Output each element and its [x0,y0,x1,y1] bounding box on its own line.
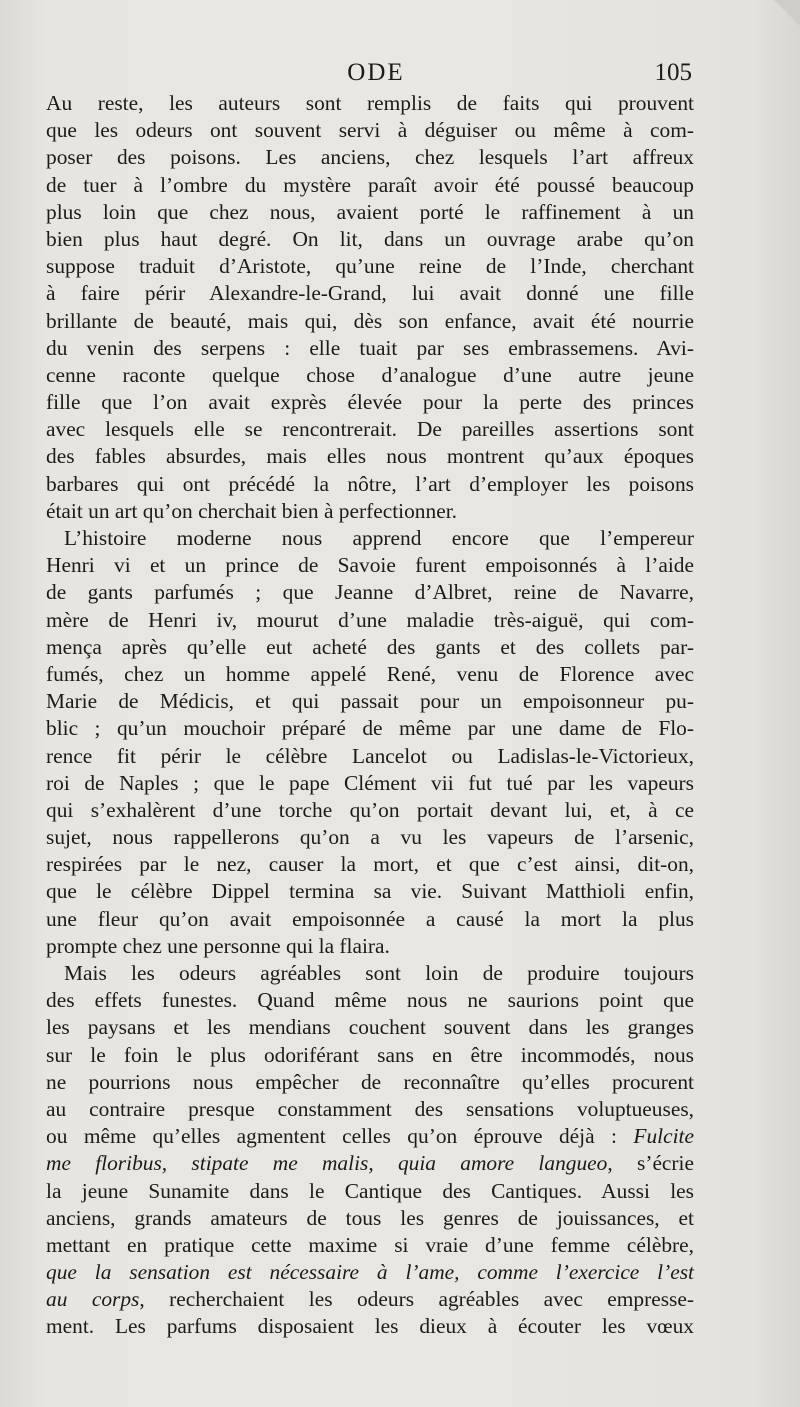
text-line: fumés, chez un homme appelé René, venu de Florence avec [46,661,694,686]
text-line: au contraire presque constamment des sensations voluptueuses, [46,1096,694,1121]
text-line: mettant en pratique cette maxime si vraie d’une femme célèbre, [46,1232,694,1257]
text-line: était un art qu’on cherchait bien à perfectionner. [46,498,457,523]
text-italic: me floribus, stipate me malis, quia amore langueo [46,1151,608,1176]
page-number: 105 [654,59,692,86]
text-line: ne pourrions nous empêcher de reconnaître qu’elles procurent [46,1069,694,1094]
text-line: que le célèbre Dippel termina sa vie. Suivant Matthioli enfin, [46,879,694,904]
text-line: Marie de Médicis, et qui passait pour un empoisonneur pu- [46,689,694,714]
text-italic: Fulcite [633,1124,694,1149]
text-line: suppose traduit d’Aristote, qu’une reine de l’Inde, cherchant [46,254,694,279]
text-line [46,1259,694,1286]
text-line: Au reste, les auteurs sont remplis de faits qui prouvent [46,91,694,115]
text-line: barbares qui ont précédé la nôtre, l’art d’employer les poisons [46,471,694,496]
text-line: la jeune Sunamite dans le Cantique des Cantiques. Aussi les [46,1178,694,1203]
text-line: mère de Henri iv, mourut d’une maladie très-aiguë, qui com- [46,607,694,632]
text-line: une fleur qu’on avait empoisonnée a causé la mort la plus [46,906,694,931]
text-line: les paysans et les mendians couchent souvent dans les granges [46,1015,694,1040]
text-line: L’histoire moderne nous apprend encore que l’empereur [64,526,694,550]
running-head [62,58,690,88]
text-line: sujet, nous rappellerons qu’on a vu les vapeurs de l’arsenic, [46,825,694,850]
text-line: cenne raconte quelque chose d’analogue d’une autre jeune [46,362,694,387]
text-line: roi de Naples ; que le pape Clément vii fut tué par les vapeurs [46,770,694,795]
text-line: Mais les odeurs agréables sont loin de produire toujours [64,961,694,985]
text-line: respirées par le nez, causer la mort, et que c’est ainsi, dit-on, [46,852,694,877]
running-title: ODE [347,59,405,86]
text-line: qui s’exhalèrent d’une torche qu’on portait devant lui, et, à ce [46,797,694,822]
text-italic: que la sensation est nécessaire à l’ame, comme l’exercice l’est [46,1260,694,1285]
text-line: avec lesquels elle se rencontrerait. De pareilles assertions sont [46,417,694,442]
text-italic: au corps [46,1287,140,1312]
text-line: ment. Les parfums disposaient les dieux à écouter les vœux [46,1314,694,1339]
text-line: des fables absurdes, mais elles nous montrent qu’aux époques [46,444,694,469]
text-roman: ou même qu’elles agmentent celles qu’on éprouve déjà : [46,1124,634,1149]
text-line: poser des poisons. Les anciens, chez lesquels l’art affreux [46,145,694,170]
text-line: plus loin que chez nous, avaient porté le raffinement à un [46,199,694,224]
text-line [46,1123,694,1150]
text-line: fille que l’on avait exprès élevée pour la perte des princes [46,390,694,415]
text-roman: , recherchaient les odeurs agréables avec empresse- [139,1287,694,1312]
text-line: du venin des serpens : elle tuait par ses embrassemens. Avi- [46,335,694,360]
text-line: bien plus haut degré. On lit, dans un ouvrage arabe qu’on [46,226,694,251]
text-line: des effets funestes. Quand même nous ne saurions point que [46,988,694,1013]
text-line: sur le foin le plus odoriférant sans en être incommodés, nous [46,1042,694,1067]
text-line: de gants parfumés ; que Jeanne d’Albret, reine de Navarre, [46,580,694,605]
text-line: de tuer à l’ombre du mystère paraît avoir été poussé beaucoup [46,172,694,197]
text-line [46,1286,694,1313]
page-corner [774,0,800,26]
text-line: Henri vi et un prince de Savoie furent empoisonnés à l’aide [46,553,694,578]
text-line [46,1150,694,1177]
text-line: que les odeurs ont souvent servi à déguiser ou même à com- [46,118,694,143]
text-roman: , s’écrie [607,1151,694,1176]
text-line: anciens, grands amateurs de tous les genres de jouissances, et [46,1205,694,1230]
text-line: blic ; qu’un mouchoir préparé de même par une dame de Flo- [46,716,694,741]
text-line: rence fit périr le célèbre Lancelot ou Ladislas-le-Victorieux, [46,743,694,768]
body-text [46,90,694,1341]
text-line: brillante de beauté, mais qui, dès son enfance, avait été nourrie [46,308,694,333]
text-line: prompte chez une personne qui la flaira. [46,933,390,958]
text-line: mença après qu’elle eut acheté des gants et des collets par- [46,634,694,659]
text-line: à faire périr Alexandre-le-Grand, lui avait donné une fille [46,281,694,306]
